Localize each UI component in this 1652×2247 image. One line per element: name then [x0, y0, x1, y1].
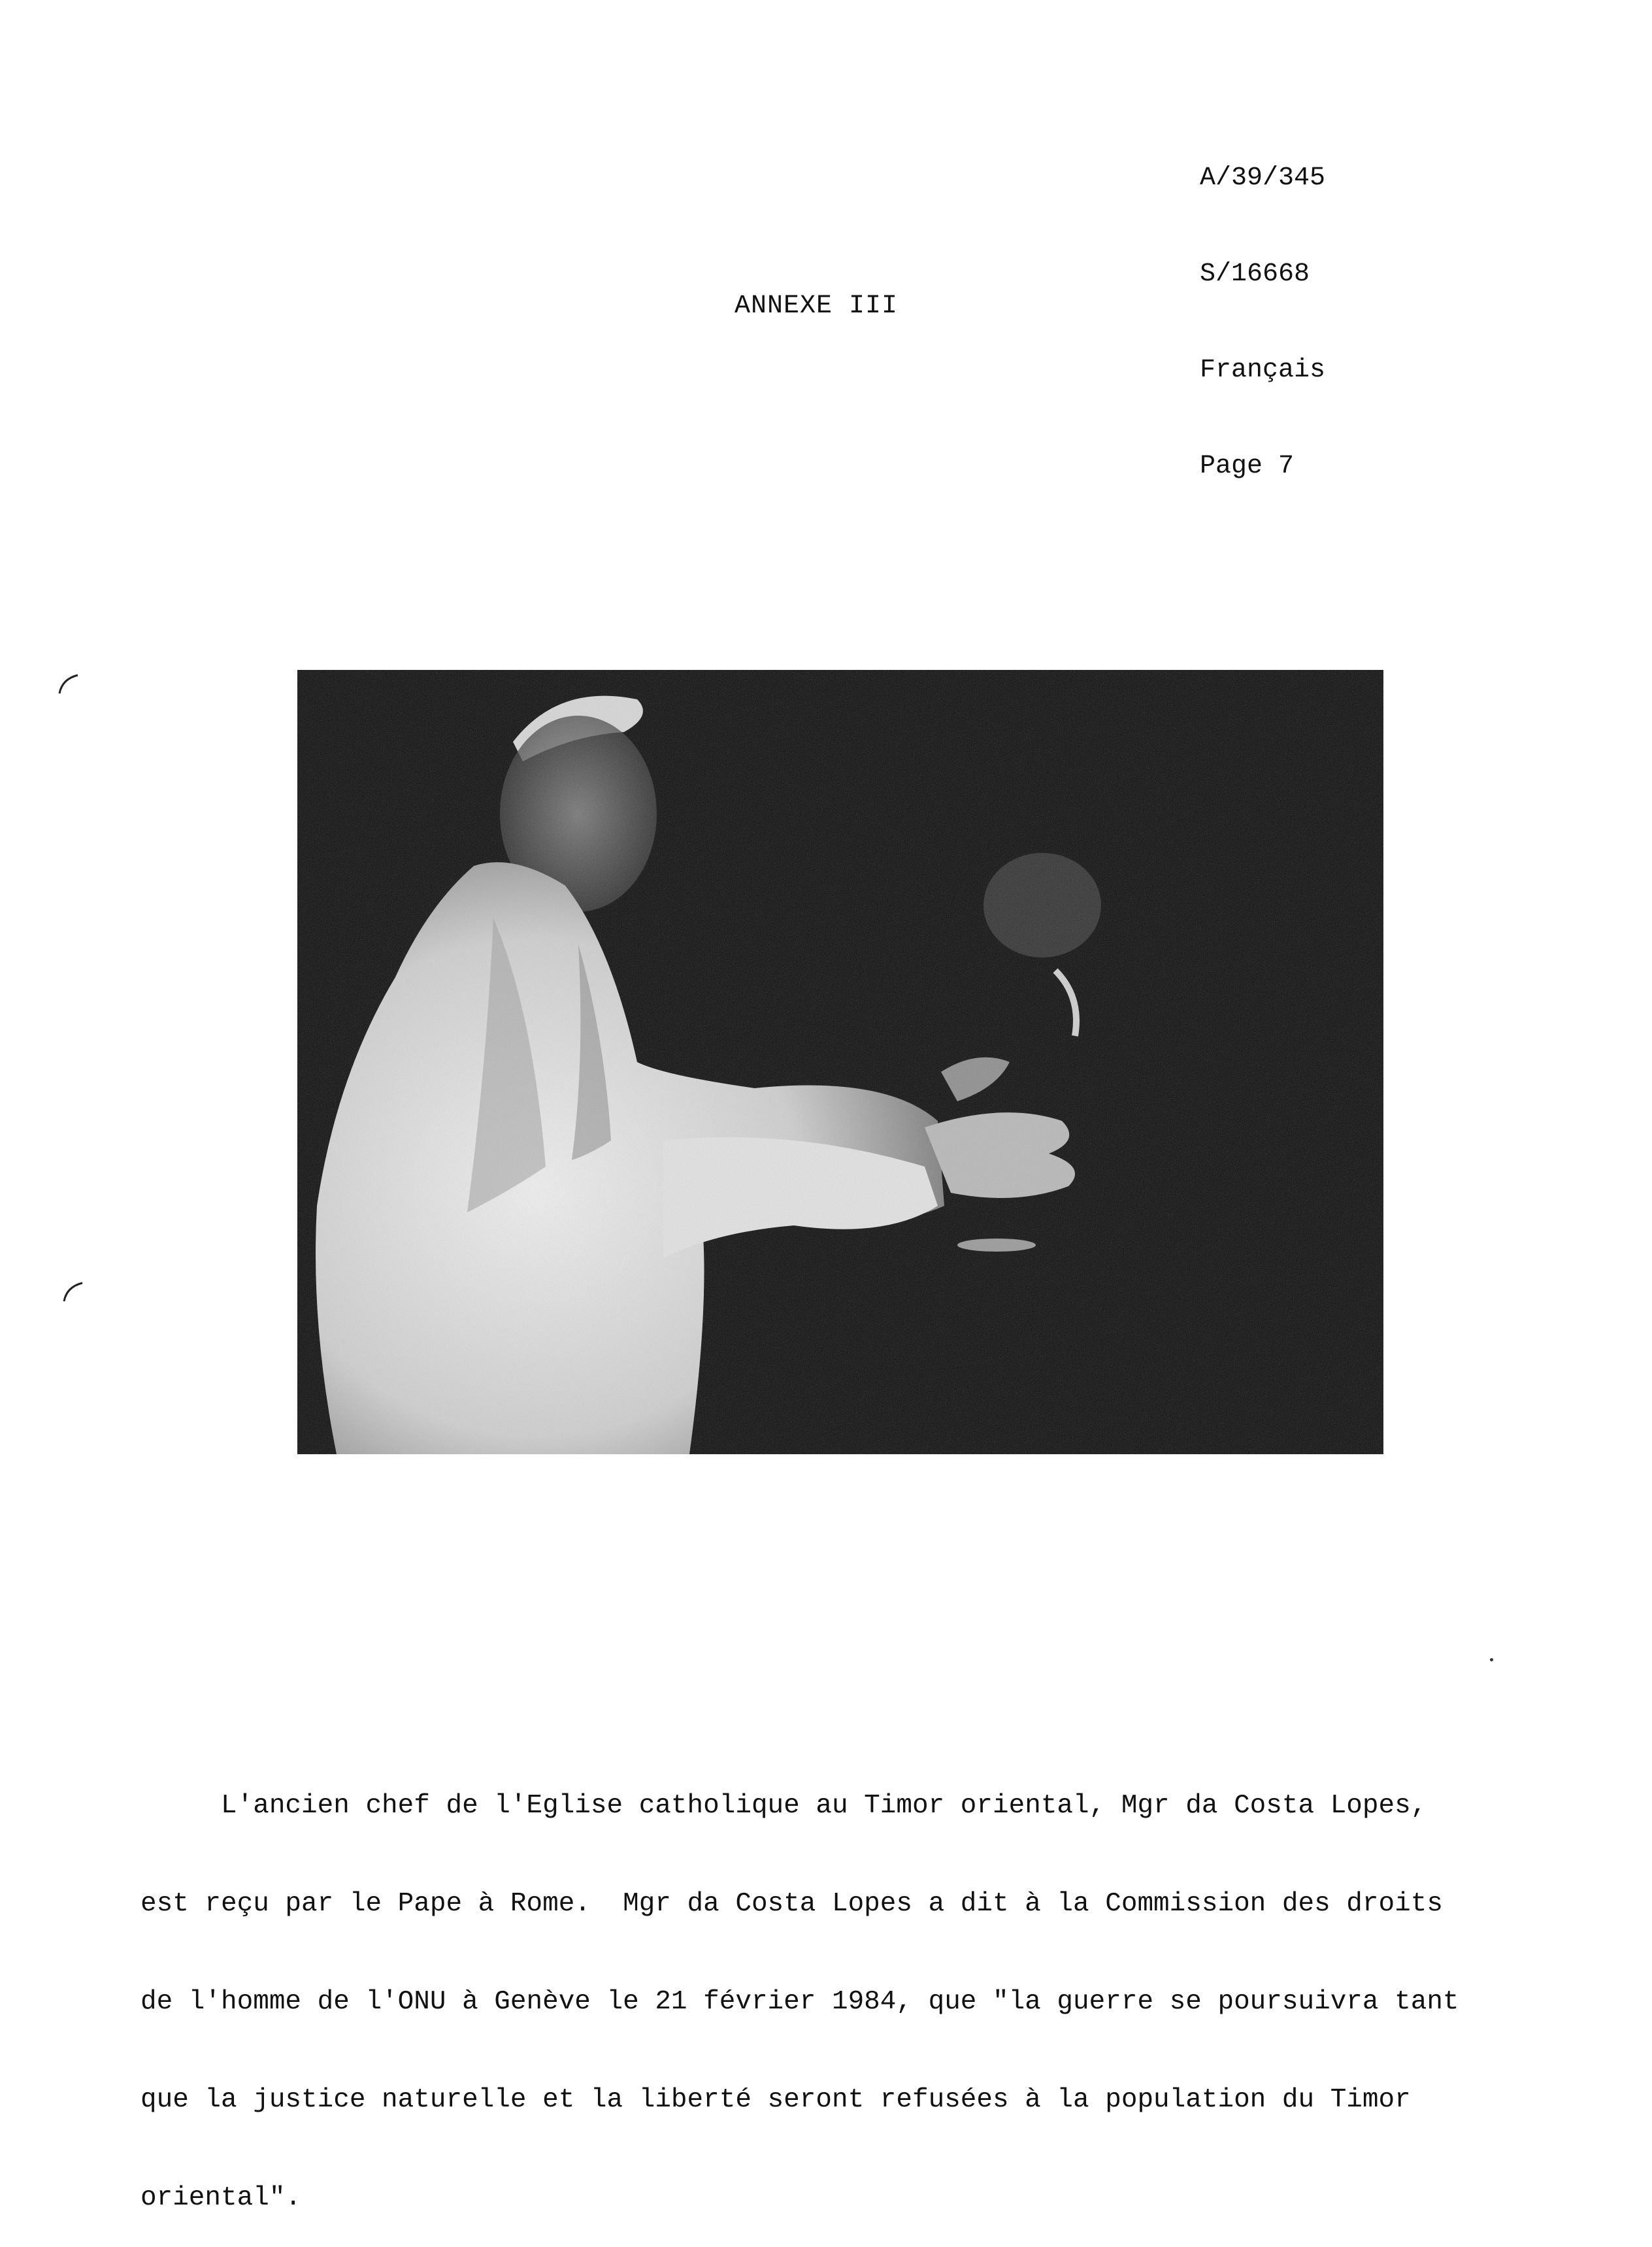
document-symbol-s: S/16668 — [1200, 259, 1310, 289]
page-number: Page 7 — [1200, 452, 1295, 481]
caption-line: oriental". — [140, 2183, 302, 2213]
document-symbol-a: A/39/345 — [1200, 163, 1326, 193]
binding-mark-icon — [56, 670, 82, 696]
annex-title: ANNEXE III — [735, 291, 899, 321]
caption-line: L'ancien chef de l'Eglise catholique au Timor oriental, Mgr da Costa Lopes, — [140, 1791, 1427, 1821]
caption-line: est reçu par le Pape à Rome. Mgr da Costa Lopes a dit à la Commission des droits — [140, 1889, 1443, 1919]
document-language: Français — [1200, 356, 1326, 385]
photograph-image — [297, 670, 1383, 1454]
scan-speck — [1490, 1658, 1493, 1661]
caption-line: de l'homme de l'ONU à Genève le 21 février 1984, que "la guerre se poursuivra tant — [140, 1987, 1459, 2017]
binding-mark-icon — [60, 1278, 86, 1304]
document-reference-block — [1200, 98, 1325, 514]
photograph-pope-greeting-bishop — [297, 670, 1383, 1454]
caption-line: que la justice naturelle et la liberté seront refusées à la population du Timor — [140, 2085, 1411, 2115]
photo-caption — [140, 1724, 1513, 2247]
